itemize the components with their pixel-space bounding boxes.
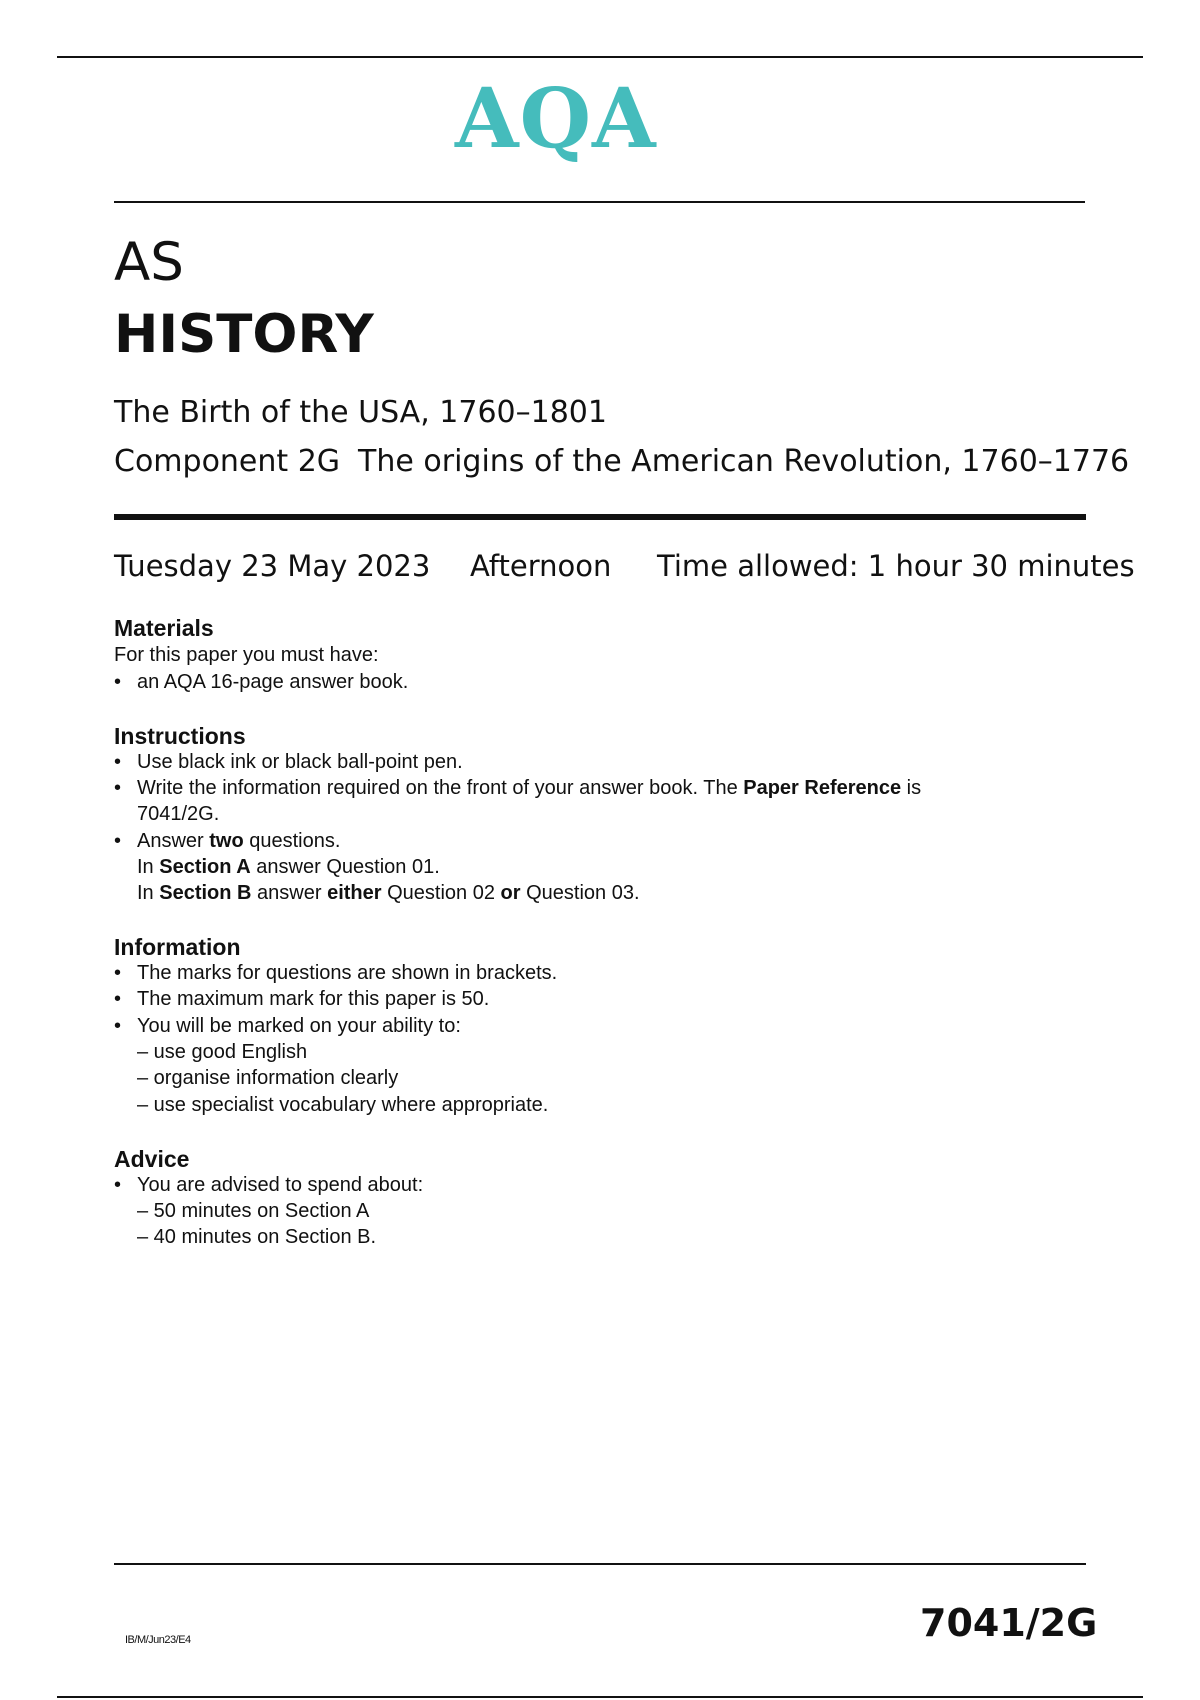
instruction-item: Use black ink or black ball-point pen. — [137, 751, 463, 773]
instruction-text: In — [137, 856, 160, 878]
information-item: The marks for questions are shown in brackets. — [137, 962, 558, 984]
instruction-item-continuation: 7041/2G. — [137, 803, 220, 825]
qualification-level: AS — [114, 232, 184, 293]
instruction-emphasis: Paper Reference — [743, 777, 902, 799]
instruction-text: Write the information required on the front of your answer book. The — [137, 777, 744, 799]
instruction-text: questions. — [243, 830, 341, 852]
component-line — [114, 444, 1130, 479]
instruction-emphasis: either — [327, 882, 382, 904]
information-subitem: – use specialist vocabulary where appropriate. — [137, 1094, 549, 1116]
instruction-item — [137, 883, 640, 903]
instruction-emphasis: Section A — [159, 856, 251, 878]
footer-rule — [114, 1563, 1086, 1565]
instruction-text: answer — [251, 882, 328, 904]
bullet-icon: • — [114, 988, 122, 1010]
materials-item: an AQA 16-page answer book. — [137, 671, 409, 693]
information-subitem: – organise information clearly — [137, 1067, 399, 1089]
bullet-icon: • — [114, 751, 122, 773]
instruction-item — [137, 778, 921, 798]
paper-title: The Birth of the USA, 1760–1801 — [114, 395, 607, 430]
bullet-icon: • — [114, 1174, 122, 1196]
subject-title: HISTORY — [114, 304, 374, 365]
header-rule — [114, 201, 1085, 203]
instruction-item — [137, 857, 440, 877]
bullet-icon: • — [114, 962, 122, 984]
advice-heading: Advice — [114, 1146, 190, 1172]
advice-subitem: – 40 minutes on Section B. — [137, 1226, 377, 1248]
instruction-text: Question 03. — [520, 882, 640, 904]
bullet-icon: • — [114, 671, 122, 693]
paper-code: 7041/2G — [920, 1601, 1098, 1645]
bottom-rule — [57, 1696, 1143, 1698]
aqa-logo: AQA — [455, 71, 657, 167]
information-item: You will be marked on your ability to: — [137, 1015, 461, 1037]
title-thick-rule — [114, 514, 1086, 520]
instruction-emphasis: or — [500, 882, 521, 904]
instruction-text: Answer — [137, 830, 210, 852]
instruction-emphasis: Section B — [159, 882, 252, 904]
advice-subitem: – 50 minutes on Section A — [137, 1200, 370, 1222]
bullet-icon: • — [114, 1015, 122, 1037]
information-subitem: – use good English — [137, 1041, 308, 1063]
materials-intro: For this paper you must have: — [114, 644, 379, 666]
advice-item: You are advised to spend about: — [137, 1174, 424, 1196]
information-item: The maximum mark for this paper is 50. — [137, 988, 490, 1010]
instruction-text: Question 02 — [381, 882, 501, 904]
time-allowed: Time allowed: 1 hour 30 minutes — [657, 549, 1135, 583]
top-rule — [57, 56, 1143, 58]
instruction-emphasis: two — [209, 830, 244, 852]
instruction-text: is — [901, 777, 922, 799]
instruction-text: answer Question 01. — [250, 856, 440, 878]
bullet-icon: • — [114, 777, 122, 799]
instructions-heading: Instructions — [114, 723, 246, 749]
exam-date: Tuesday 23 May 2023 — [114, 549, 431, 583]
exam-session: Afternoon — [470, 549, 612, 583]
instruction-text: In — [137, 882, 160, 904]
instruction-item — [137, 831, 340, 851]
materials-heading: Materials — [114, 615, 214, 641]
information-heading: Information — [114, 934, 241, 960]
component-title: The origins of the American Revolution, 1760–1776 — [358, 444, 1130, 479]
component-label: Component 2G — [114, 444, 341, 479]
print-reference: IB/M/Jun23/E4 — [125, 1634, 191, 1646]
bullet-icon: • — [114, 830, 122, 852]
